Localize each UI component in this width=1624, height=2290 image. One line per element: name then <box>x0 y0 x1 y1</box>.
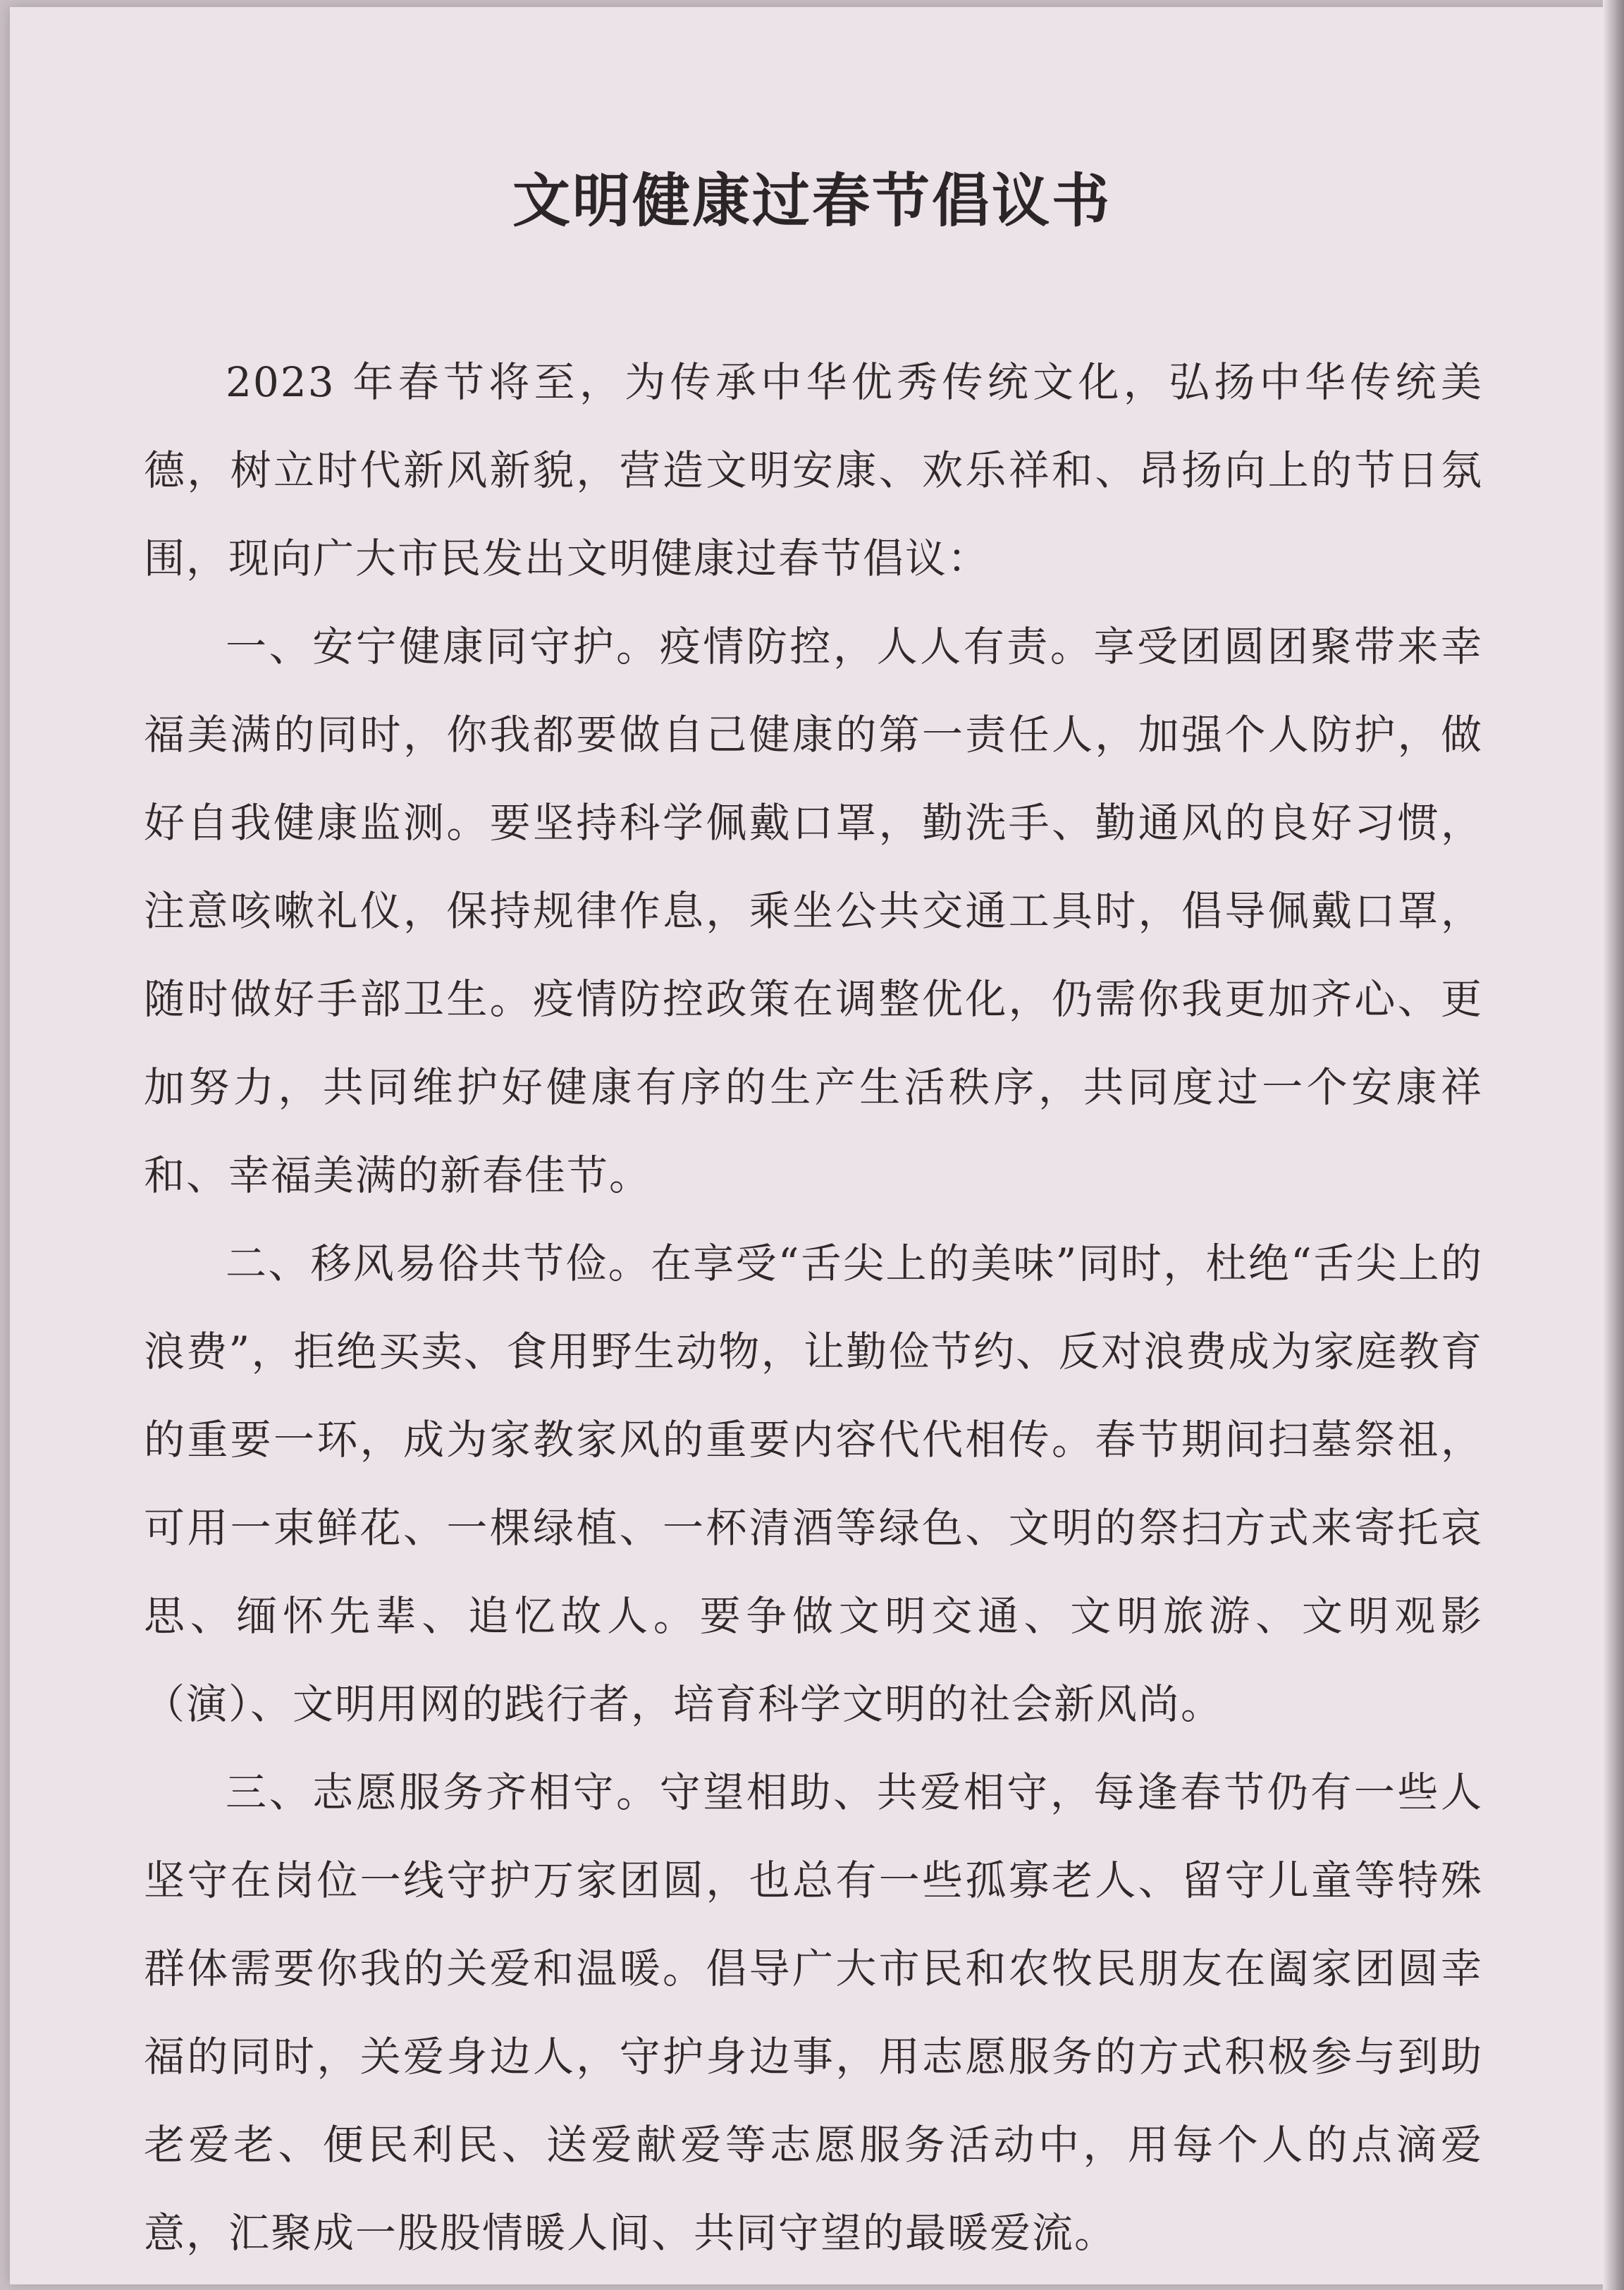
section-one-paragraph: 一、安宁健康同守护。疫情防控，人人有责。享受团圆团聚带来幸福美满的同时，你我都要做自己健康的第一责任人，加强个人防护，做好自我健康监测。要坚持科学佩戴口罩，勤洗手、勤通风的良好习惯，注意咳嗽礼仪，保持规律作息，乘坐公共交通工具时，倡导佩戴口罩，随时做好手部卫生。疫情防控政策在调整优化，仍需你我更加齐心、更加努力，共同维护好健康有序的生产生活秩序，共同度过一个安康祥和、幸福美满的新春佳节。 <box>144 623 1483 1199</box>
paper-sheet <box>10 7 1614 2284</box>
paper-shadow-edge <box>1603 0 1624 2290</box>
document-title: 文明健康过春节倡议书 <box>512 167 1112 235</box>
section-two-paragraph: 二、移风易俗共节俭。在享受“舌尖上的美味”同时，杜绝“舌尖上的浪费”，拒绝买卖、食用野生动物，让勤俭节约、反对浪费成为家庭教育的重要一环，成为家教家风的重要内容代代相传。春节期间扫墓祭祖，可用一束鲜花、一棵绿植、一杯清酒等绿色、文明的祭扫方式来寄托哀思、缅怀先辈、追忆故人。要争做文明交通、文明旅游、文明观影（演）、文明用网的践行者，培育科学文明的社会新风尚。 <box>144 1239 1483 1728</box>
section-three-paragraph: 三、志愿服务齐相守。守望相助、共爱相守，每逢春节仍有一些人坚守在岗位一线守护万家团圆，也总有一些孤寡老人、留守儿童等特殊群体需要你我的关爱和温暖。倡导广大市民和农牧民朋友在阖家团圆幸福的同时，关爱身边人，守护身边事，用志愿服务的方式积极参与到助老爱老、便民利民、送爱献爱等志愿服务活动中，用每个人的点滴爱意，汇聚成一股股情暖人间、共同守望的最暖爱流。 <box>144 1768 1483 2257</box>
intro-paragraph: 2023 年春节将至，为传承中华优秀传统文化，弘扬中华传统美德，树立时代新风新貌，营造文明安康、欢乐祥和、昂扬向上的节日氛围，现向广大市民发出文明健康过春节倡议： <box>144 358 1483 582</box>
document-body <box>144 338 1483 2277</box>
